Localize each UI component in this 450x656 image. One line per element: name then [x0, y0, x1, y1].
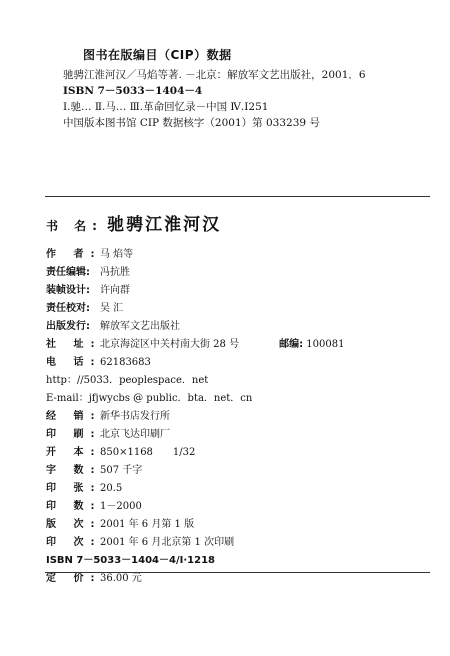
publisher-row	[46, 318, 436, 336]
edition-value: 2001 年 6 月第 1 版	[100, 519, 195, 530]
postcode-value: 100081	[306, 339, 345, 350]
format-row	[46, 444, 436, 462]
phone-label: 电 话:	[46, 357, 102, 368]
publication-info	[46, 246, 436, 588]
author-label: 作 者:	[46, 249, 102, 260]
proof-label: 责任校对:	[46, 303, 90, 314]
sheets-row	[46, 480, 436, 498]
isbn-row	[46, 552, 436, 570]
proof-row	[46, 300, 436, 318]
distributor-row	[46, 408, 436, 426]
editor-value: 冯抗胜	[100, 267, 130, 278]
cip-line-record: 中国版本图书馆 CIP 数据核字（2001）第 033239 号	[63, 117, 320, 129]
format-value: 850×1168 1/32	[100, 447, 196, 458]
print-label: 印 次:	[46, 537, 102, 548]
price-value: 36.00 元	[100, 573, 142, 584]
postcode-label: 邮编:	[279, 339, 304, 350]
top-divider	[45, 196, 430, 197]
book-title: 驰骋江淮河汉	[107, 215, 222, 235]
cip-line-classification: Ⅰ.驰… Ⅱ.马… Ⅲ.革命回忆录－中国 Ⅳ.Ⅰ251	[63, 101, 269, 113]
address-label: 社 址:	[46, 339, 102, 350]
address-row	[46, 336, 436, 354]
editor-label: 责任编辑:	[46, 267, 90, 278]
copies-row	[46, 498, 436, 516]
editor-row	[46, 264, 436, 282]
website-row	[46, 372, 436, 390]
design-label: 装帧设计:	[46, 285, 90, 296]
sheets-label: 印 张:	[46, 483, 102, 494]
edition-row	[46, 516, 436, 534]
distributor-value: 新华书店发行所	[100, 411, 170, 422]
printer-value: 北京飞达印刷厂	[100, 429, 170, 440]
cip-line-title-author: 驰骋江淮河汉／马焰等著. －北京：解放军文艺出版社，2001．6	[63, 69, 366, 81]
publisher-value: 解放军文艺出版社	[100, 321, 180, 332]
publisher-label: 出版发行:	[46, 321, 90, 332]
postcode	[279, 336, 344, 354]
design-value: 许向群	[100, 285, 130, 296]
price-label: 定 价:	[46, 573, 102, 584]
author-row	[46, 246, 436, 264]
cip-title: 图书在版编目（CIP）数据	[83, 48, 232, 62]
address-value: 北京海淀区中关村南大街 28 号	[100, 339, 240, 350]
copies-label: 印 数:	[46, 501, 102, 512]
website-value: http：//5033．peoplespace．net	[46, 375, 209, 386]
sheets-value: 20.5	[100, 483, 123, 494]
book-title-label: 书 名:	[46, 219, 103, 233]
distributor-label: 经 销:	[46, 411, 102, 422]
proof-value: 吴 汇	[100, 303, 124, 314]
isbn-value: ISBN 7－5033－1404－4/Ⅰ·1218	[46, 555, 215, 566]
email-row	[46, 390, 436, 408]
cip-block	[63, 46, 433, 131]
printer-label: 印 刷:	[46, 429, 102, 440]
email-value: E-mail：jfjwycbs @ public．bta．net．cn	[46, 393, 253, 404]
book-title-row	[46, 210, 221, 235]
design-row	[46, 282, 436, 300]
phone-row	[46, 354, 436, 372]
printer-row	[46, 426, 436, 444]
words-label: 字 数:	[46, 465, 102, 476]
bottom-divider	[45, 572, 430, 573]
print-value: 2001 年 6 月北京第 1 次印刷	[100, 537, 235, 548]
phone-value: 62183683	[100, 357, 151, 368]
cip-line-isbn: ISBN 7－5033－1404－4	[63, 85, 203, 97]
edition-label: 版 次:	[46, 519, 102, 530]
format-label: 开 本:	[46, 447, 102, 458]
copies-value: 1－2000	[100, 501, 142, 512]
print-row	[46, 534, 436, 552]
words-row	[46, 462, 436, 480]
words-value: 507 千字	[100, 465, 143, 476]
author-value: 马 焰等	[100, 249, 134, 260]
